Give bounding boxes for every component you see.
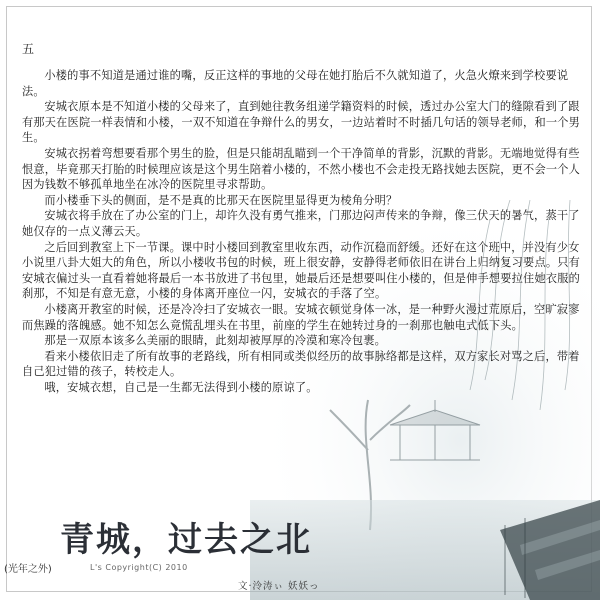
paragraph: 安城衣将手放在了办公室的门上，却许久没有勇气推来，门那边闷声传来的争辩，像三伏天的暑气，蒸干了她仅存的一点义薄云天。 [22, 209, 580, 238]
paragraph: 安城衣拐着弯想要看那个男生的脸，但是只能胡乱瞄到一个干净简单的背影，沉默的背影。无端地觉得有些恨意，毕竟那天打胎的时候理应该是这个男生陪着小楼的，不然小楼也不会走投无路找她去医院，更不会一个人因为钱数不够孤单地坐在冰冷的医院里寻求帮助。 [22, 146, 580, 192]
chapter-number: 五 [22, 42, 35, 56]
copyright-text: L's Copyright(C) 2010 [90, 563, 188, 572]
paragraph: 那是一双原本该多么美丽的眼睛，此刻却被厚厚的冷漠和寒冷包裹。 [44, 334, 387, 348]
paragraph: 安城衣原本是不知道小楼的父母来了，直到她往教务组递学籍资料的时候，透过办公室大门的缝隙看到了跟有那天在医院一样表情和小楼，一双不知道在争辩什么的男女，一边站着时不时插几句话的领导老师，和一个男生。 [22, 100, 580, 145]
paragraph: 小楼离开教室的时候，还是冷冷扫了安城衣一眼。安城衣顿觉身体一冰，是一种野火漫过荒原后，空旷寂寥而焦躁的落魄感。她不知怎么竟慌乱埋头在书里，前座的学生在她转过身的一刹那也触电式低下头。 [22, 302, 580, 332]
paragraph: 小楼的事不知道是通过谁的嘴，反正这样的事地的父母在她打胎后不久就知道了，火急火燎来到学校要说法。 [22, 69, 569, 98]
title-block [60, 522, 312, 558]
paragraph: 哦，安城衣想，自己是一生都无法得到小楼的原谅了。 [44, 380, 318, 394]
page-title: 青城，过去之北 [60, 520, 312, 560]
paragraph: 之后回到教室上下一节课。课中时小楼回到教室里收东西，动作沉稳而舒缓。还好在这个班中，并没有少女小说里八卦大姐大的角色，所以小楼收书包的时候，班上很安静，安静得老师依旧在讲台上归纳复习要点。只有安城衣偏过头一直看着她将最后一本书放进了书包里，她最后还是想要叫住小楼的，但是伸手想要拉住她衣服的刹那，不知是有意无意，小楼的身体离开座位一闪，安城衣的手落了空。 [22, 240, 580, 301]
paragraph: 看来小楼依旧走了所有故事的老路线，所有相同或类似经历的故事脉络都是这样，双方家长对骂之后，带着自己犯过错的孩子，转校走人。 [22, 349, 580, 379]
paragraph: 而小楼垂下头的侧面，是不是真的比那天在医院里显得更为棱角分明？ [44, 193, 398, 207]
author-credit: 文·泠涛ぃ 妖妖っ [238, 581, 320, 592]
side-label: (光年之外) [4, 564, 52, 575]
story-text [22, 68, 584, 395]
